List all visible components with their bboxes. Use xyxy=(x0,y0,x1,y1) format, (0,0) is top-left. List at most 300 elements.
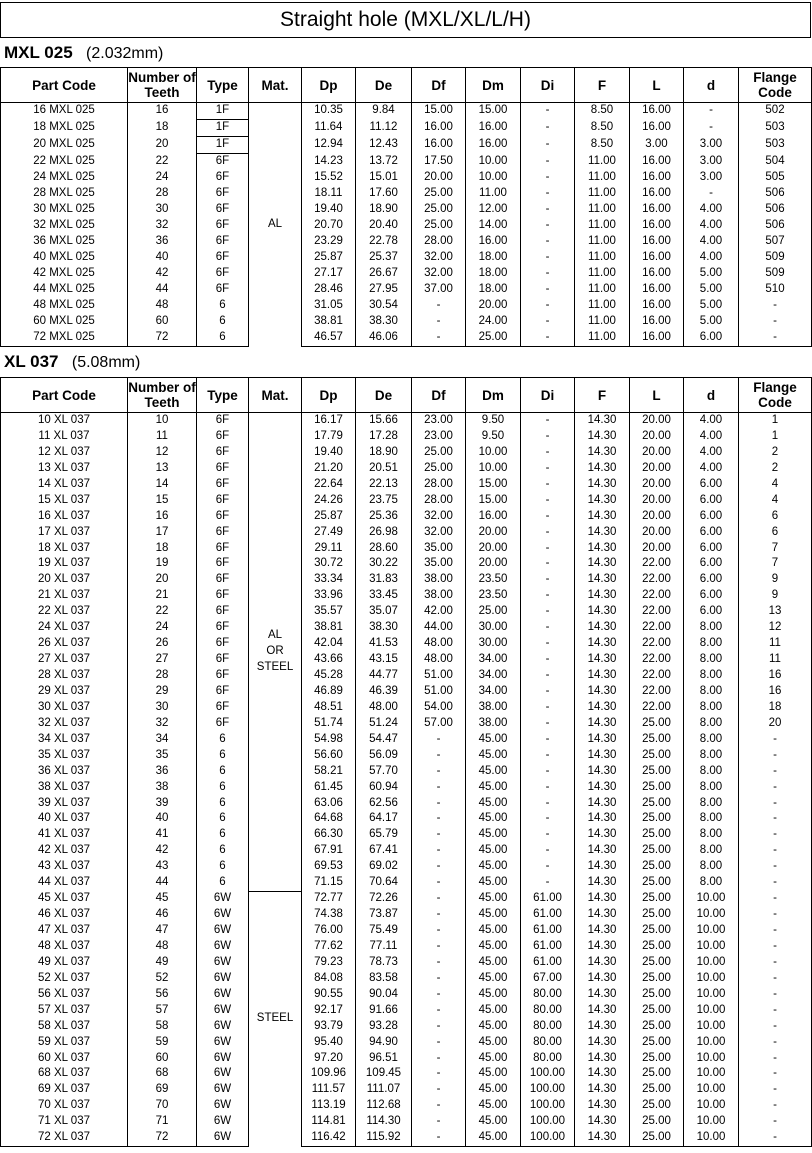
cell-d: 5.00 xyxy=(684,266,739,282)
cell-de: 46.39 xyxy=(356,684,412,700)
cell-df: 28.00 xyxy=(412,493,466,509)
cell-dp: 27.17 xyxy=(302,266,356,282)
cell-di: - xyxy=(521,811,575,827)
cell-di: - xyxy=(521,314,575,330)
table-row xyxy=(1,939,812,955)
table-row xyxy=(1,136,812,153)
cell-dp: 10.35 xyxy=(302,103,356,120)
cell-dm: 45.00 xyxy=(466,1035,521,1051)
cell-type: 6F xyxy=(197,218,249,234)
cell-df: 57.00 xyxy=(412,716,466,732)
table-row xyxy=(1,987,812,1003)
cell-flange-code: - xyxy=(739,764,812,780)
table-row xyxy=(1,668,812,684)
cell-part-code: 38 XL 037 xyxy=(1,780,128,796)
cell-part-code: 18 MXL 025 xyxy=(1,119,128,136)
cell-teeth: 28 xyxy=(128,186,197,202)
cell-flange-code: 13 xyxy=(739,604,812,620)
table-row xyxy=(1,1066,812,1082)
cell-de: 67.41 xyxy=(356,843,412,859)
cell-d: 10.00 xyxy=(684,1019,739,1035)
cell-d: 4.00 xyxy=(684,461,739,477)
cell-teeth: 13 xyxy=(128,461,197,477)
cell-dm: 45.00 xyxy=(466,875,521,891)
cell-df: 25.00 xyxy=(412,445,466,461)
cell-d: 4.00 xyxy=(684,202,739,218)
cell-d: 6.00 xyxy=(684,525,739,541)
cell-teeth: 17 xyxy=(128,525,197,541)
cell-de: 26.98 xyxy=(356,525,412,541)
cell-dp: 114.81 xyxy=(302,1114,356,1130)
table-row xyxy=(1,413,812,429)
cell-teeth: 20 xyxy=(128,136,197,153)
cell-dp: 58.21 xyxy=(302,764,356,780)
cell-f: 14.30 xyxy=(575,859,630,875)
cell-de: 111.07 xyxy=(356,1082,412,1098)
cell-teeth: 35 xyxy=(128,748,197,764)
cell-dp: 64.68 xyxy=(302,811,356,827)
cell-teeth: 26 xyxy=(128,636,197,652)
cell-f: 11.00 xyxy=(575,153,630,169)
cell-part-code: 39 XL 037 xyxy=(1,796,128,812)
cell-dp: 14.23 xyxy=(302,153,356,169)
cell-dm: 38.00 xyxy=(466,716,521,732)
cell-part-code: 48 MXL 025 xyxy=(1,298,128,314)
cell-part-code: 28 XL 037 xyxy=(1,668,128,684)
cell-f: 14.30 xyxy=(575,1003,630,1019)
cell-dp: 22.64 xyxy=(302,477,356,493)
cell-df: - xyxy=(412,875,466,891)
cell-l: 16.00 xyxy=(630,314,684,330)
cell-de: 73.87 xyxy=(356,907,412,923)
cell-d: 8.00 xyxy=(684,652,739,668)
cell-teeth: 41 xyxy=(128,827,197,843)
cell-de: 62.56 xyxy=(356,796,412,812)
cell-l: 25.00 xyxy=(630,1051,684,1067)
cell-part-code: 29 XL 037 xyxy=(1,684,128,700)
cell-f: 14.30 xyxy=(575,780,630,796)
cell-dm: 45.00 xyxy=(466,939,521,955)
cell-teeth: 10 xyxy=(128,413,197,429)
cell-part-code: 16 XL 037 xyxy=(1,509,128,525)
section-name: MXL 025 xyxy=(4,43,73,62)
cell-flange-code: 506 xyxy=(739,186,812,202)
cell-f: 14.30 xyxy=(575,620,630,636)
cell-di: - xyxy=(521,509,575,525)
cell-flange-code: - xyxy=(739,939,812,955)
cell-di: - xyxy=(521,780,575,796)
table-row xyxy=(1,604,812,620)
cell-f: 11.00 xyxy=(575,298,630,314)
cell-flange-code: 509 xyxy=(739,250,812,266)
cell-f: 11.00 xyxy=(575,250,630,266)
cell-teeth: 32 xyxy=(128,218,197,234)
cell-teeth: 44 xyxy=(128,875,197,891)
cell-di: - xyxy=(521,202,575,218)
cell-d: 10.00 xyxy=(684,1130,739,1146)
cell-di: 80.00 xyxy=(521,1051,575,1067)
cell-part-code: 57 XL 037 xyxy=(1,1003,128,1019)
table-row xyxy=(1,202,812,218)
cell-teeth: 30 xyxy=(128,202,197,218)
cell-part-code: 69 XL 037 xyxy=(1,1082,128,1098)
cell-teeth: 24 xyxy=(128,170,197,186)
cell-di: - xyxy=(521,716,575,732)
cell-flange-code: 503 xyxy=(739,119,812,136)
cell-f: 11.00 xyxy=(575,266,630,282)
cell-part-code: 36 MXL 025 xyxy=(1,234,128,250)
table-row xyxy=(1,153,812,169)
cell-teeth: 40 xyxy=(128,250,197,266)
cell-l: 20.00 xyxy=(630,541,684,557)
cell-dp: 76.00 xyxy=(302,923,356,939)
cell-type: 6W xyxy=(197,1098,249,1114)
cell-dp: 35.57 xyxy=(302,604,356,620)
cell-flange-code: - xyxy=(739,1114,812,1130)
cell-teeth: 45 xyxy=(128,891,197,907)
cell-teeth: 44 xyxy=(128,282,197,298)
cell-type: 6F xyxy=(197,588,249,604)
section-heading-xl xyxy=(4,352,140,372)
column-header-flange-code: Flange Code xyxy=(739,378,812,413)
cell-de: 83.58 xyxy=(356,971,412,987)
cell-dm: 45.00 xyxy=(466,955,521,971)
table-row xyxy=(1,923,812,939)
column-header-d: d xyxy=(684,68,739,103)
cell-flange-code: 507 xyxy=(739,234,812,250)
cell-dp: 20.70 xyxy=(302,218,356,234)
cell-de: 48.00 xyxy=(356,700,412,716)
cell-df: - xyxy=(412,1098,466,1114)
section-heading-mxl xyxy=(4,43,163,63)
cell-part-code: 13 XL 037 xyxy=(1,461,128,477)
cell-dp: 38.81 xyxy=(302,620,356,636)
cell-di: - xyxy=(521,413,575,429)
cell-f: 14.30 xyxy=(575,668,630,684)
cell-d: 3.00 xyxy=(684,153,739,169)
cell-f: 11.00 xyxy=(575,282,630,298)
cell-df: 44.00 xyxy=(412,620,466,636)
cell-l: 25.00 xyxy=(630,748,684,764)
section-pitch: (5.08mm) xyxy=(71,354,141,371)
cell-dm: 45.00 xyxy=(466,748,521,764)
cell-dm: 45.00 xyxy=(466,764,521,780)
cell-d: 8.00 xyxy=(684,827,739,843)
cell-type: 6 xyxy=(197,827,249,843)
cell-dp: 97.20 xyxy=(302,1051,356,1067)
cell-type: 6F xyxy=(197,684,249,700)
cell-type: 6F xyxy=(197,556,249,572)
section-name: XL 037 xyxy=(4,352,59,371)
cell-f: 14.30 xyxy=(575,525,630,541)
cell-dp: 19.40 xyxy=(302,445,356,461)
cell-teeth: 59 xyxy=(128,1035,197,1051)
cell-l: 22.00 xyxy=(630,652,684,668)
table-row xyxy=(1,811,812,827)
cell-type: 6F xyxy=(197,186,249,202)
cell-teeth: 28 xyxy=(128,668,197,684)
cell-f: 14.30 xyxy=(575,652,630,668)
cell-d: 3.00 xyxy=(684,170,739,186)
cell-dm: 45.00 xyxy=(466,923,521,939)
table-row xyxy=(1,652,812,668)
cell-part-code: 45 XL 037 xyxy=(1,891,128,907)
cell-part-code: 11 XL 037 xyxy=(1,429,128,445)
cell-teeth: 36 xyxy=(128,234,197,250)
cell-de: 38.30 xyxy=(356,314,412,330)
cell-de: 25.36 xyxy=(356,509,412,525)
cell-d: - xyxy=(684,103,739,120)
table-row xyxy=(1,875,812,891)
cell-type: 6F xyxy=(197,493,249,509)
cell-type: 6W xyxy=(197,1114,249,1130)
cell-f: 14.30 xyxy=(575,1130,630,1146)
cell-teeth: 60 xyxy=(128,314,197,330)
cell-teeth: 43 xyxy=(128,859,197,875)
cell-teeth: 70 xyxy=(128,1098,197,1114)
cell-part-code: 59 XL 037 xyxy=(1,1035,128,1051)
cell-de: 25.37 xyxy=(356,250,412,266)
column-header-l: L xyxy=(630,378,684,413)
cell-dm: 45.00 xyxy=(466,971,521,987)
cell-type: 6W xyxy=(197,1051,249,1067)
cell-dp: 23.29 xyxy=(302,234,356,250)
cell-df: - xyxy=(412,1051,466,1067)
cell-di: - xyxy=(521,556,575,572)
cell-part-code: 15 XL 037 xyxy=(1,493,128,509)
cell-di: - xyxy=(521,525,575,541)
cell-dm: 34.00 xyxy=(466,684,521,700)
column-header-di: Di xyxy=(521,68,575,103)
cell-flange-code: 6 xyxy=(739,525,812,541)
cell-df: 25.00 xyxy=(412,461,466,477)
cell-de: 65.79 xyxy=(356,827,412,843)
cell-teeth: 39 xyxy=(128,796,197,812)
cell-de: 38.30 xyxy=(356,620,412,636)
cell-f: 14.30 xyxy=(575,604,630,620)
cell-flange-code: 7 xyxy=(739,556,812,572)
table-row xyxy=(1,525,812,541)
cell-teeth: 42 xyxy=(128,266,197,282)
cell-dp: 30.72 xyxy=(302,556,356,572)
cell-flange-code: - xyxy=(739,314,812,330)
cell-f: 8.50 xyxy=(575,119,630,136)
cell-dp: 63.06 xyxy=(302,796,356,812)
cell-f: 14.30 xyxy=(575,556,630,572)
cell-l: 25.00 xyxy=(630,1066,684,1082)
cell-dp: 33.34 xyxy=(302,572,356,588)
cell-de: 18.90 xyxy=(356,202,412,218)
cell-f: 14.30 xyxy=(575,1098,630,1114)
cell-part-code: 42 MXL 025 xyxy=(1,266,128,282)
cell-part-code: 47 XL 037 xyxy=(1,923,128,939)
cell-part-code: 72 XL 037 xyxy=(1,1130,128,1146)
cell-flange-code: - xyxy=(739,1051,812,1067)
cell-df: - xyxy=(412,923,466,939)
cell-l: 25.00 xyxy=(630,1082,684,1098)
cell-d: 8.00 xyxy=(684,859,739,875)
cell-type: 6F xyxy=(197,620,249,636)
table-row xyxy=(1,298,812,314)
cell-teeth: 20 xyxy=(128,572,197,588)
cell-d: 8.00 xyxy=(684,700,739,716)
cell-df: 16.00 xyxy=(412,136,466,153)
cell-dm: 14.00 xyxy=(466,218,521,234)
cell-dp: 33.96 xyxy=(302,588,356,604)
cell-dm: 16.00 xyxy=(466,119,521,136)
cell-flange-code: 504 xyxy=(739,153,812,169)
cell-dm: 30.00 xyxy=(466,636,521,652)
cell-dp: 46.89 xyxy=(302,684,356,700)
cell-di: 80.00 xyxy=(521,1019,575,1035)
cell-part-code: 44 MXL 025 xyxy=(1,282,128,298)
cell-df: - xyxy=(412,780,466,796)
cell-dp: 17.79 xyxy=(302,429,356,445)
cell-d: 5.00 xyxy=(684,298,739,314)
cell-dm: 24.00 xyxy=(466,314,521,330)
cell-de: 78.73 xyxy=(356,955,412,971)
cell-dm: 23.50 xyxy=(466,588,521,604)
table-row xyxy=(1,119,812,136)
cell-dm: 10.00 xyxy=(466,153,521,169)
cell-di: 61.00 xyxy=(521,907,575,923)
cell-dm: 45.00 xyxy=(466,732,521,748)
cell-dm: 45.00 xyxy=(466,780,521,796)
cell-flange-code: - xyxy=(739,1019,812,1035)
cell-d: 8.00 xyxy=(684,811,739,827)
cell-dm: 45.00 xyxy=(466,1082,521,1098)
cell-part-code: 48 XL 037 xyxy=(1,939,128,955)
cell-dp: 71.15 xyxy=(302,875,356,891)
cell-teeth: 30 xyxy=(128,700,197,716)
cell-l: 22.00 xyxy=(630,684,684,700)
cell-type: 6 xyxy=(197,796,249,812)
cell-dm: 45.00 xyxy=(466,1098,521,1114)
cell-type: 6F xyxy=(197,413,249,429)
cell-di: - xyxy=(521,493,575,509)
table-row xyxy=(1,620,812,636)
cell-l: 25.00 xyxy=(630,827,684,843)
cell-f: 14.30 xyxy=(575,764,630,780)
cell-df: 25.00 xyxy=(412,218,466,234)
cell-dp: 45.28 xyxy=(302,668,356,684)
cell-type: 6F xyxy=(197,282,249,298)
cell-df: - xyxy=(412,732,466,748)
cell-type: 6F xyxy=(197,445,249,461)
cell-dm: 34.00 xyxy=(466,668,521,684)
cell-df: 51.00 xyxy=(412,668,466,684)
cell-type: 6 xyxy=(197,764,249,780)
table-row xyxy=(1,250,812,266)
cell-type: 6F xyxy=(197,461,249,477)
cell-f: 14.30 xyxy=(575,843,630,859)
cell-d: 8.00 xyxy=(684,875,739,891)
cell-teeth: 52 xyxy=(128,971,197,987)
cell-dm: 20.00 xyxy=(466,525,521,541)
table-row xyxy=(1,103,812,120)
cell-de: 17.60 xyxy=(356,186,412,202)
cell-df: 32.00 xyxy=(412,525,466,541)
cell-part-code: 34 XL 037 xyxy=(1,732,128,748)
cell-flange-code: 20 xyxy=(739,716,812,732)
cell-type: 6 xyxy=(197,811,249,827)
cell-dp: 111.57 xyxy=(302,1082,356,1098)
table-row xyxy=(1,764,812,780)
cell-dp: 38.81 xyxy=(302,314,356,330)
cell-type: 6F xyxy=(197,509,249,525)
section-pitch: (2.032mm) xyxy=(86,45,164,62)
cell-de: 17.28 xyxy=(356,429,412,445)
cell-di: 80.00 xyxy=(521,987,575,1003)
cell-f: 8.50 xyxy=(575,103,630,120)
cell-f: 14.30 xyxy=(575,684,630,700)
cell-df: 38.00 xyxy=(412,588,466,604)
column-header-de: De xyxy=(356,378,412,413)
cell-l: 22.00 xyxy=(630,588,684,604)
cell-type: 6F xyxy=(197,700,249,716)
column-header-dp: Dp xyxy=(302,68,356,103)
cell-l: 16.00 xyxy=(630,153,684,169)
cell-type: 6F xyxy=(197,429,249,445)
cell-dp: 24.26 xyxy=(302,493,356,509)
cell-di: - xyxy=(521,250,575,266)
cell-dm: 10.00 xyxy=(466,461,521,477)
cell-df: 35.00 xyxy=(412,541,466,557)
cell-flange-code: - xyxy=(739,987,812,1003)
cell-l: 22.00 xyxy=(630,700,684,716)
table-row xyxy=(1,1098,812,1114)
cell-de: 56.09 xyxy=(356,748,412,764)
cell-dm: 45.00 xyxy=(466,1066,521,1082)
cell-de: 30.54 xyxy=(356,298,412,314)
cell-part-code: 10 XL 037 xyxy=(1,413,128,429)
cell-f: 14.30 xyxy=(575,477,630,493)
table-row xyxy=(1,796,812,812)
cell-f: 14.30 xyxy=(575,429,630,445)
cell-d: 6.00 xyxy=(684,604,739,620)
cell-di: 100.00 xyxy=(521,1130,575,1146)
cell-l: 25.00 xyxy=(630,1003,684,1019)
cell-l: 25.00 xyxy=(630,764,684,780)
cell-di: - xyxy=(521,541,575,557)
cell-type: 6W xyxy=(197,1130,249,1146)
cell-flange-code: - xyxy=(739,732,812,748)
cell-type: 6 xyxy=(197,843,249,859)
cell-dp: 109.96 xyxy=(302,1066,356,1082)
cell-l: 25.00 xyxy=(630,1098,684,1114)
cell-di: - xyxy=(521,477,575,493)
cell-teeth: 49 xyxy=(128,955,197,971)
cell-flange-code: 7 xyxy=(739,541,812,557)
cell-teeth: 42 xyxy=(128,843,197,859)
cell-part-code: 30 XL 037 xyxy=(1,700,128,716)
table-row xyxy=(1,827,812,843)
cell-dp: 79.23 xyxy=(302,955,356,971)
cell-di: - xyxy=(521,572,575,588)
cell-dp: 61.45 xyxy=(302,780,356,796)
cell-type: 6F xyxy=(197,541,249,557)
cell-dp: 42.04 xyxy=(302,636,356,652)
column-header-f: F xyxy=(575,378,630,413)
cell-de: 51.24 xyxy=(356,716,412,732)
cell-teeth: 58 xyxy=(128,1019,197,1035)
cell-part-code: 36 XL 037 xyxy=(1,764,128,780)
cell-di: 61.00 xyxy=(521,955,575,971)
cell-df: 48.00 xyxy=(412,652,466,668)
cell-l: 20.00 xyxy=(630,413,684,429)
cell-f: 11.00 xyxy=(575,170,630,186)
cell-di: 100.00 xyxy=(521,1082,575,1098)
